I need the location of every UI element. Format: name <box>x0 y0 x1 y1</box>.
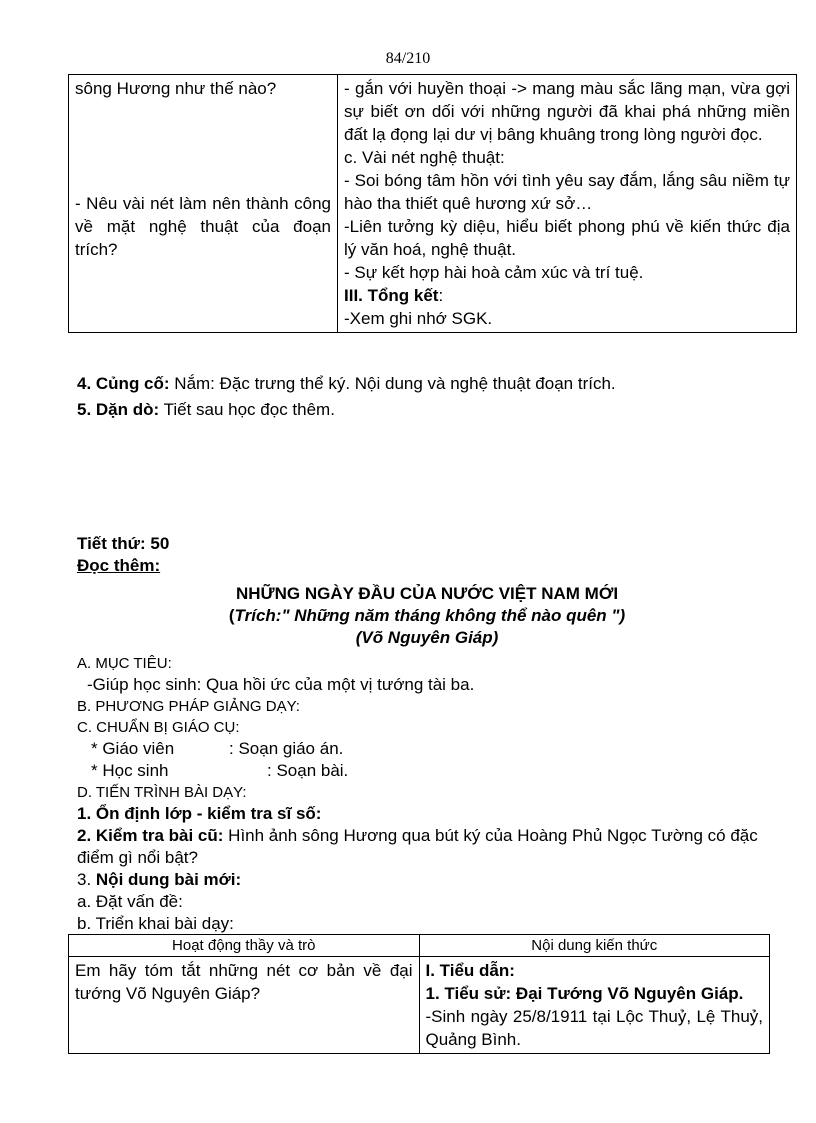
spacer <box>75 146 331 192</box>
summary-heading: III. Tổng kết <box>344 286 439 305</box>
biography-heading: 1. Tiểu sử: Đại Tướng Võ Nguyên Giáp. <box>425 984 744 1003</box>
step-3b: b. Triển khai bài dạy: <box>77 914 234 933</box>
step-2-label: 2. Kiểm tra bài cũ: <box>77 826 224 845</box>
step-2 <box>77 825 777 869</box>
table-cell-answers <box>338 75 797 333</box>
section-a-label: A. MỤC TIÊU: <box>77 655 172 672</box>
table-cell-content <box>419 957 770 1054</box>
spacer <box>75 100 331 146</box>
question-text: - Nêu vài nét làm nên thành công về mặt nghệ thuật của đoạn trích? <box>75 194 331 259</box>
teacher-task: : Soạn giáo án. <box>229 739 344 758</box>
lesson-author: (Võ Nguyên Giáp) <box>355 628 499 647</box>
reading-lesson <box>77 533 777 935</box>
summary-heading-line <box>344 284 790 307</box>
summary-line: -Xem ghi nhớ SGK. <box>344 309 493 328</box>
page-number: 84/210 <box>385 50 431 67</box>
step-3-number: 3. <box>77 870 96 889</box>
table-header-row <box>69 935 770 957</box>
biography-text: -Sinh ngày 25/8/1911 tại Lộc Thuỷ, Lệ Thuỷ, Quảng Bình. <box>425 1007 763 1049</box>
step-3-label: Nội dung bài mới: <box>95 870 242 889</box>
homework-text: Tiết sau học đọc thêm. <box>159 400 335 419</box>
period-label: Tiết thứ: 50 <box>77 534 170 553</box>
answer-line: - Sự kết hợp hài hoà cảm xúc và trí tuệ. <box>344 263 644 282</box>
table-cell-questions <box>69 75 338 333</box>
lesson-table-1 <box>68 74 797 333</box>
consolidation-label: 4. Củng cố: <box>77 374 170 393</box>
subtitle-prefix: ( <box>228 606 235 625</box>
answer-line: - gắn với huyền thoại -> mang màu sắc lãng mạn, vừa gợi sự biết ơn dối với những người đã khai phá những miền đất lạ đọng lại dư vị bâng khuâng trong lòng người đọc. <box>344 79 790 144</box>
step-3a: a. Đặt vấn đề: <box>77 892 183 911</box>
step-3 <box>77 869 777 891</box>
section-d-label: D. TIẾN TRÌNH BÀI DẠY: <box>77 784 247 801</box>
reading-label: Đọc thêm: <box>77 556 161 575</box>
table-row <box>69 957 770 1054</box>
homework-line <box>77 397 616 423</box>
summary-colon: : <box>438 286 444 305</box>
lesson-table-2 <box>68 934 770 1054</box>
lesson-title: NHỮNG NGÀY ĐẦU CỦA NƯỚC VIỆT NAM MỚI <box>235 584 619 603</box>
section-c-student <box>77 760 777 782</box>
column-header: Nội dung kiến thức <box>419 935 770 957</box>
closing-steps <box>77 371 616 423</box>
question-text: sông Hương như thế nào? <box>75 79 277 98</box>
subtitle-main: Trích:" Những năm tháng không thể nào quên ") <box>234 606 626 625</box>
consolidation-text: Nắm: Đặc trưng thể ký. Nội dung và nghệ thuật đoạn trích. <box>169 374 616 393</box>
lesson-subtitle <box>77 605 777 627</box>
table-row <box>69 75 797 333</box>
answer-line: -Liên tưởng kỳ diệu, hiểu biết phong phú về kiến thức địa lý văn hoá, nghệ thuật. <box>344 217 790 259</box>
intro-heading: I. Tiểu dẫn: <box>425 961 515 980</box>
consolidation-line <box>77 371 616 397</box>
teacher-label: * Giáo viên <box>91 739 175 758</box>
column-header: Hoạt động thầy và trò <box>69 935 420 957</box>
section-a-text: -Giúp học sinh: Qua hồi ức của một vị tướng tài ba. <box>87 675 475 694</box>
section-b-label: B. PHƯƠNG PHÁP GIẢNG DẠY: <box>77 698 300 715</box>
table-cell-question: Em hãy tóm tắt những nét cơ bản về đại tướng Võ Nguyên Giáp? <box>69 957 420 1054</box>
student-label: * Học sinh <box>91 761 169 780</box>
step-1: 1. Ổn định lớp - kiểm tra sĩ số: <box>77 804 322 823</box>
answer-line: c. Vài nét nghệ thuật: <box>344 148 505 167</box>
step-2-text: Hình ảnh sông Hương qua bút ký của Hoàng Phủ Ngọc Tường có đặc điểm gì nổi bật? <box>77 826 758 867</box>
student-task: : Soạn bài. <box>267 761 349 780</box>
homework-label: 5. Dặn dò: <box>77 400 160 419</box>
section-c-label: C. CHUẨN BỊ GIÁO CỤ: <box>77 719 240 736</box>
section-c-teacher <box>77 738 777 760</box>
answer-line: - Soi bóng tâm hồn với tình yêu say đắm, lắng sâu niềm tự hào tha thiết quê hương xứ sở… <box>344 171 790 213</box>
